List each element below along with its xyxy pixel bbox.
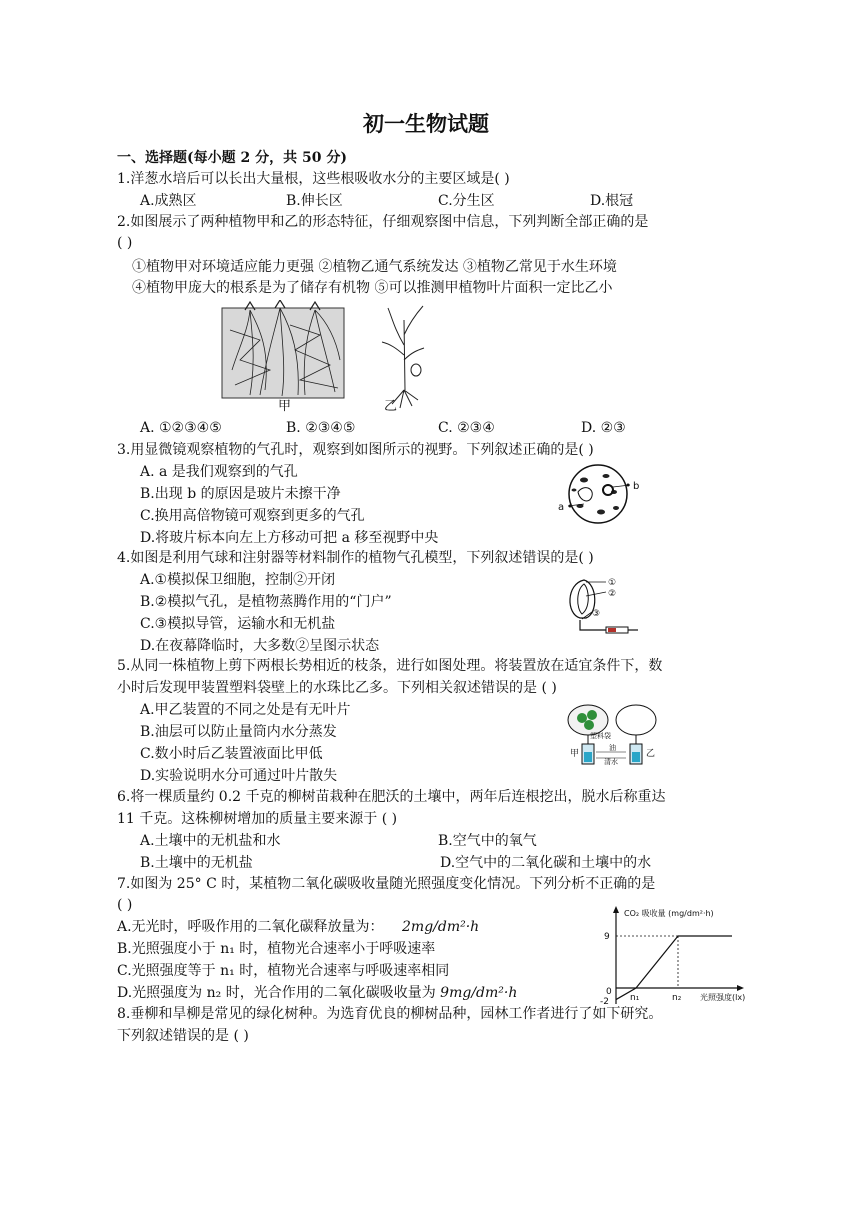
plant-a-label: 甲 xyxy=(278,399,292,414)
q1-option-a: A.成熟区 xyxy=(140,193,197,209)
label-1: ① xyxy=(608,578,617,588)
q4-option-d: D.在夜幕降临时，大多数②呈图示状态 xyxy=(140,638,380,654)
q8-stem-2: 下列叙述错误的是 ( ) xyxy=(117,1028,249,1044)
x-tick-n1: n₁ xyxy=(630,993,640,1003)
q4-option-c: C.③模拟导管，运输水和无机盐 xyxy=(140,616,336,632)
series-line xyxy=(616,936,732,1000)
q7-option-a-value: 2mg/dm²·h xyxy=(402,919,480,935)
q2-option-b: B. ②③④⑤ xyxy=(286,420,356,436)
q7-option-d-text: D.光照强度为 n₂ 时，光合作用的二氧化碳吸收量为 xyxy=(117,985,436,1001)
q7-option-a xyxy=(117,918,479,936)
q3-option-a: A. a 是我们观察到的气孔 xyxy=(140,464,298,480)
q1-option-d: D.根冠 xyxy=(590,193,634,209)
label-yi: 乙 xyxy=(646,749,656,759)
q3-stem: 3.用显微镜观察植物的气孔时，观察到如图所示的视野。下列叙述正确的是( ) xyxy=(117,442,594,458)
y-axis-arrow xyxy=(613,906,619,913)
q5-option-a: A.甲乙装置的不同之处是有无叶片 xyxy=(140,702,351,718)
q2-option-c: C. ②③④ xyxy=(438,420,495,436)
q3-microscope-figure xyxy=(556,462,656,526)
label-b: b xyxy=(633,481,640,492)
y-axis-label: CO₂ 吸收量 (mg/dm²·h) xyxy=(624,909,714,918)
q6-stem: 6.将一棵质量约 0.2 千克的柳树苗栽种在肥沃的土壤中，两年后连根挖出，脱水后称重达 xyxy=(117,789,666,805)
y-tick-9: 9 xyxy=(604,932,610,942)
q5-option-b: B.油层可以防止量筒内水分蒸发 xyxy=(140,724,337,740)
q4-option-a: A.①模拟保卫细胞，控制②开闭 xyxy=(140,572,336,588)
x-tick-n2: n₂ xyxy=(672,993,682,1003)
q5-option-c: C.数小时后乙装置液面比甲低 xyxy=(140,746,323,762)
q3-option-b: B.出现 b 的原因是玻片未擦干净 xyxy=(140,486,341,502)
x-axis-label: 光照强度(lx) xyxy=(700,993,746,1002)
q6-option-d: D.空气中的二氧化碳和土壤中的水 xyxy=(440,855,652,871)
q2-statements-1: ①植物甲对环境适应能力更强 ②植物乙通气系统发达 ③植物乙常见于水生环境 xyxy=(132,259,617,275)
q1-option-b: B.伸长区 xyxy=(286,193,343,209)
q2-statements-2: ④植物甲庞大的根系是为了储存有机物 ⑤可以推测甲植物叶片面积一定比乙小 xyxy=(132,280,613,296)
q6-option-c: B.土壤中的无机盐 xyxy=(140,855,253,871)
q8-stem: 8.垂柳和旱柳是常见的绿化树种。为选育优良的柳树品种，园林工作者进行了如下研究。 xyxy=(117,1006,663,1022)
q4-stem: 4.如图是利用气球和注射器等材料制作的植物气孔模型，下列叙述错误的是( ) xyxy=(117,550,594,566)
label-bag: 塑料袋 xyxy=(590,732,611,740)
label-oil: 油 xyxy=(609,744,616,752)
q2-stem: 2.如图展示了两种植物甲和乙的形态特征，仔细观察图中信息，下列判断全部正确的是 xyxy=(117,214,649,230)
page-title: 初一生物试题 xyxy=(363,112,489,136)
q5-stem-2: 小时后发现甲装置塑料袋壁上的水珠比乙多。下列相关叙述错误的是 ( ) xyxy=(117,680,557,696)
q2-plant-figure xyxy=(220,300,450,415)
plant-b-label: 乙 xyxy=(384,399,398,414)
q7-option-d xyxy=(117,984,517,1002)
q7-stem: 7.如图为 25° C 时，某植物二氧化碳吸收量随光照强度变化情况。下列分析不正确的是 xyxy=(117,876,656,892)
q7-co2-chart xyxy=(596,904,760,1008)
label-jia: 甲 xyxy=(570,749,580,759)
label-2: ② xyxy=(608,589,617,599)
q4-option-b: B.②模拟气孔，是植物蒸腾作用的“门户” xyxy=(140,594,392,610)
field-of-view xyxy=(569,465,627,523)
q6-stem-2: 11 千克。这株柳树增加的质量主要来源于 ( ) xyxy=(117,811,398,827)
q2-option-d: D. ②③ xyxy=(581,420,626,436)
y-tick-0: 0 xyxy=(606,987,612,997)
q2-option-a: A. ①②③④⑤ xyxy=(140,420,222,436)
y-tick-neg2: -2 xyxy=(600,997,609,1007)
q3-option-c: C.换用高倍物镜可观察到更多的气孔 xyxy=(140,508,365,524)
q1-stem: 1.洋葱水培后可以长出大量根，这些根吸收水分的主要区域是( ) xyxy=(117,171,510,187)
q2-stem-paren: ( ) xyxy=(117,235,133,251)
q7-stem-2: ( ) xyxy=(117,897,133,913)
q7-option-b: B.光照强度小于 n₁ 时，植物光合速率小于呼吸速率 xyxy=(117,941,436,957)
label-a: a xyxy=(558,502,565,513)
plant-b xyxy=(382,306,424,408)
section-heading: 一、选择题(每小题 2 分，共 50 分) xyxy=(117,150,347,166)
q4-stomata-model xyxy=(562,574,642,638)
q7-option-c: C.光照强度等于 n₁ 时，植物光合速率与呼吸速率相同 xyxy=(117,963,450,979)
q6-option-a: A.土壤中的无机盐和水 xyxy=(140,833,281,849)
q7-option-a-text: A.无光时，呼吸作用的二氧化碳释放量为： xyxy=(117,919,384,935)
q7-option-d-value: 9mg/dm²·h xyxy=(440,985,518,1001)
label-water: 清水 xyxy=(604,758,618,766)
q1-option-c: C.分生区 xyxy=(438,193,495,209)
label-3: ③ xyxy=(592,609,601,619)
q5-option-d: D.实验说明水分可通过叶片散失 xyxy=(140,768,338,784)
q5-bag-figure xyxy=(562,700,662,770)
q3-option-d: D.将玻片标本向左上方移动可把 a 移至视野中央 xyxy=(140,530,439,546)
x-axis-arrow xyxy=(737,985,744,991)
q6-option-b: B.空气中的氧气 xyxy=(438,833,537,849)
q5-stem: 5.从同一株植物上剪下两根长势相近的枝条，进行如图处理。将装置放在适宜条件下，数 xyxy=(117,658,663,674)
